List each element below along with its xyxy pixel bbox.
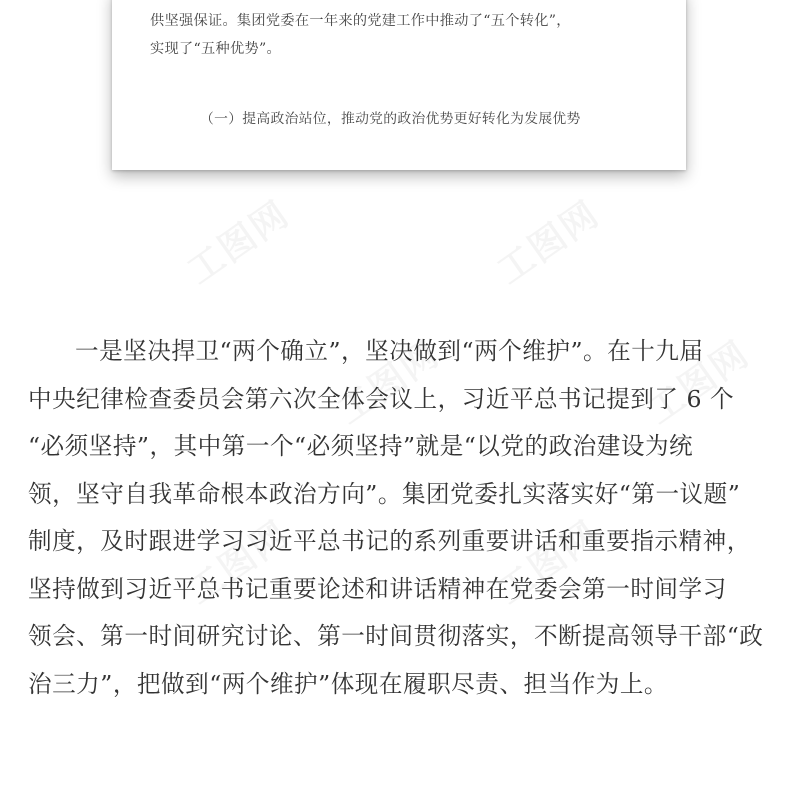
watermark: [486, 187, 609, 294]
preview-section-heading: （一）提高政治站位，推动党的政治优势更好转化为发展优势: [200, 111, 581, 127]
body-paragraph: [28, 328, 788, 708]
paragraph-line: 中央纪律检查委员会第六次全体会议上，习近平总书记提到了 6 个: [28, 384, 735, 413]
preview-text-line: 实现了“五种优势”。: [150, 41, 282, 57]
paragraph-line: 坚持做到习近平总书记重要论述和讲话精神在党委会第一时间学习: [28, 574, 727, 603]
paragraph-line: 一是坚决捍卫“两个确立”，坚决做到“两个维护”。在十九届: [75, 337, 704, 365]
paragraph-line: “必须坚持”，其中第一个“必须坚持”就是“以党的政治建设为统: [28, 432, 694, 460]
paragraph-line: 领会、第一时间研究讨论、第一时间贯彻落实，不断提高领导干部“政: [28, 622, 764, 650]
paragraph-line: 制度，及时跟进学习习近平总书记的系列重要讲话和重要指示精神，: [28, 527, 751, 555]
document-preview-card: [112, 0, 686, 170]
preview-text-line: 供坚强保证。集团党委在一年来的党建工作中推动了“五个转化”，: [150, 13, 571, 29]
watermark: [176, 187, 299, 294]
paragraph-line: 治三力”，把做到“两个维护”体现在履职尽责、担当作为上。: [28, 669, 669, 698]
paragraph-line: 领，坚守自我革命根本政治方向”。集团党委扎实落实好“第一议题”: [28, 479, 741, 508]
